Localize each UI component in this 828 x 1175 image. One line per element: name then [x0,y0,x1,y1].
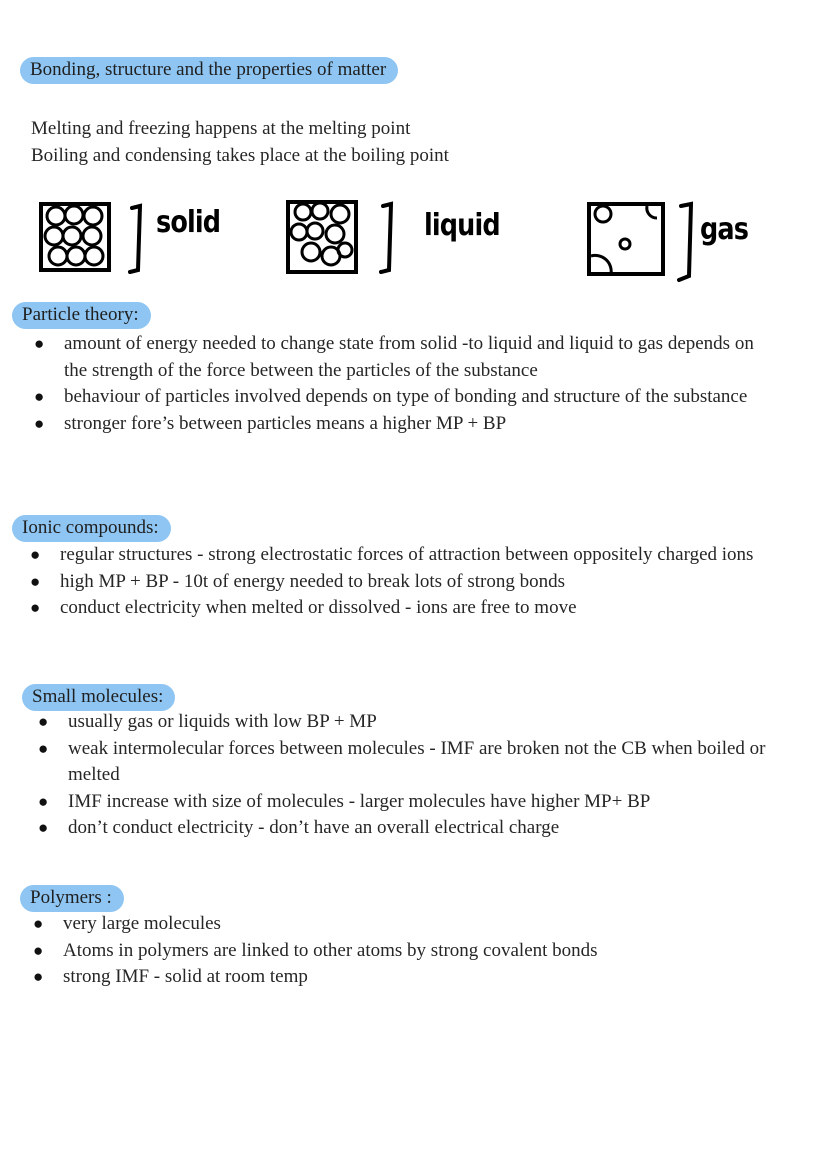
bullet: ● [34,413,45,433]
page-title: Bonding, structure and the properties of matter [20,57,398,84]
list-item: ● high MP + BP - 10t of energy needed to break lots of strong bonds [60,569,770,596]
section-heading-polymers: Polymers : [20,885,124,912]
list-item: ● amount of energy needed to change state from solid -to liquid and liquid to gas depends on the strength of the force between the particles of the substance [34,333,754,381]
list-item: ● very large molecules [63,911,763,938]
intro-boiling-line: Boiling and condensing takes place at the boiling point [31,145,449,166]
solid-label: solid [156,205,221,240]
ionic-compounds-list [30,542,770,622]
list-item: ● Atoms in polymers are linked to other atoms by strong covalent bonds [63,938,763,965]
section-heading-particle-theory: Particle theory: [12,302,151,329]
list-item: ● IMF increase with size of molecules - larger molecules have higher MP+ BP [68,789,768,816]
section-heading-small-molecules: Small molecules: [22,684,175,711]
list-item: ● regular structures - strong electrostatic forces of attraction between oppositely charged ions [60,542,770,569]
bullet: ● [33,914,44,933]
list-item: ● stronger fore’s between particles means a higher MP + BP [64,411,764,438]
polymers-list [33,911,763,991]
list-item: ● usually gas or liquids with low BP + MP [68,709,768,736]
list-item: ● strong IMF - solid at room temp [63,964,763,991]
list-item: ● weak intermolecular forces between molecules - IMF are broken not the CB when boiled or melted [38,737,766,785]
bullet: ● [33,940,44,960]
liquid-particles-diagram [285,198,405,280]
list-item: ● conduct electricity when melted or dissolved - ions are free to move [60,595,770,622]
bullet: ● [30,571,41,591]
list-item: ● don’t conduct electricity - don’t have an overall electrical charge [68,815,768,842]
list-item: ● behaviour of particles involved depends on type of bonding and structure of the substance [64,384,764,411]
bullet: ● [38,791,49,811]
bullet: ● [38,738,49,758]
bullet: ● [38,818,49,837]
solid-particles-diagram [38,198,158,278]
particle-theory-list [34,331,764,437]
section-heading-ionic-compounds: Ionic compounds: [12,515,171,542]
bullet: ● [34,387,45,406]
small-molecules-list [38,709,768,842]
liquid-label: liquid [424,208,500,243]
gas-particles-diagram [585,198,705,284]
bullet: ● [33,967,44,986]
bullet: ● [30,598,41,617]
gas-label: gas [700,212,749,247]
bullet: ● [30,545,41,564]
bullet: ● [34,334,45,353]
bullet: ● [38,712,49,731]
intro-melting-line: Melting and freezing happens at the melting point [31,118,411,139]
